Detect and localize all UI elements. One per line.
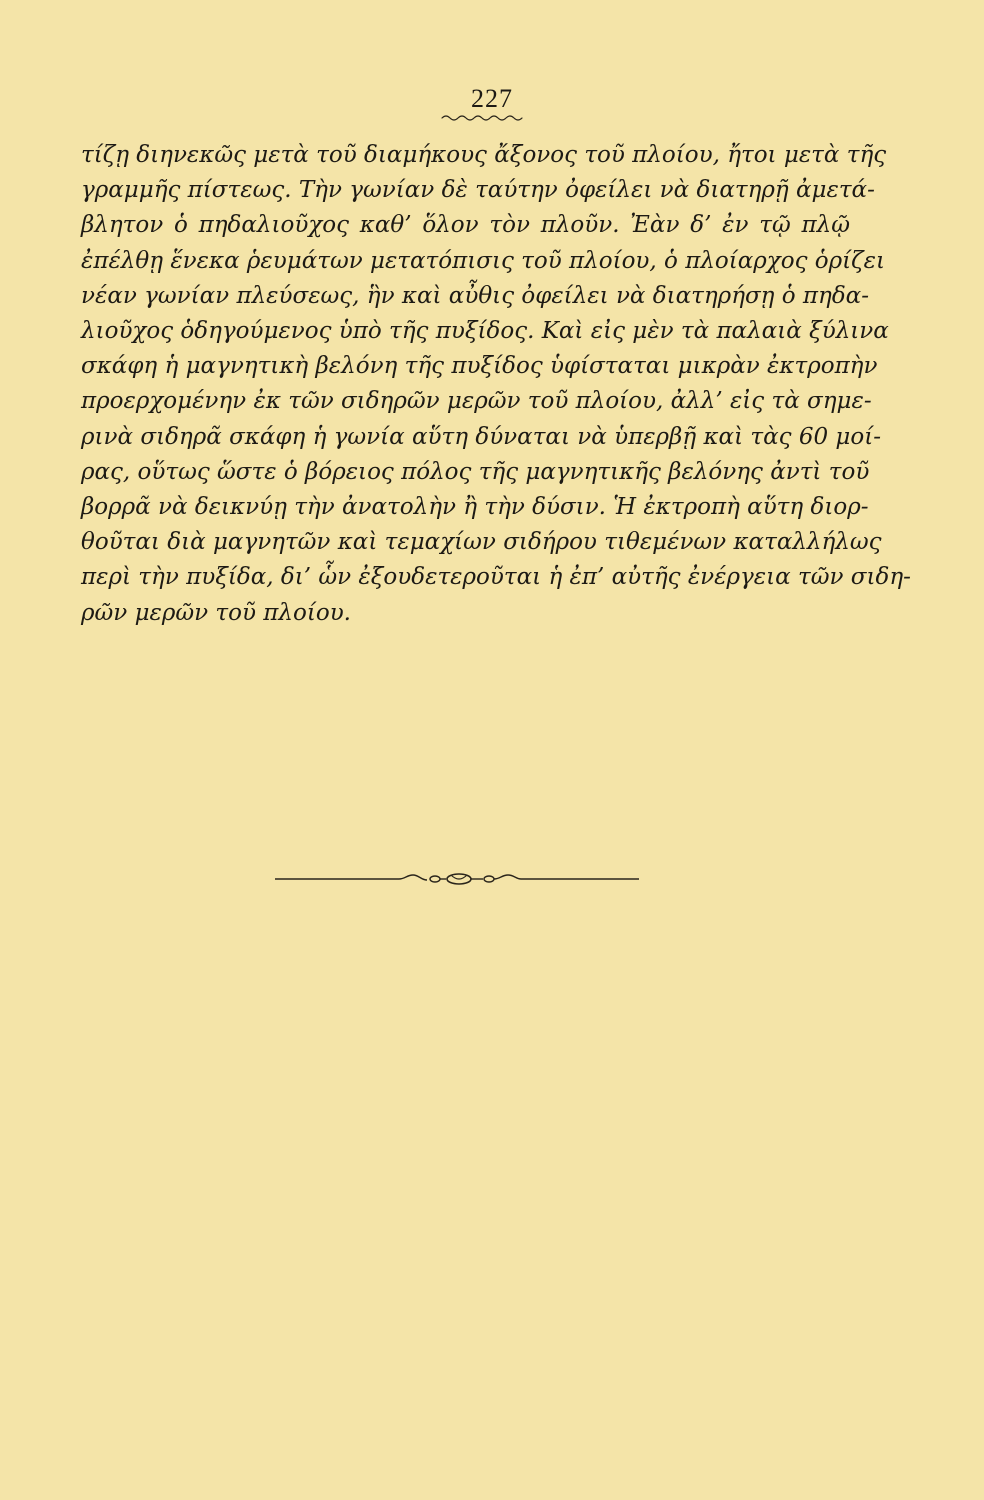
text-line: λιοῦχος ὁδηγούμενος ὑπὸ τῆς πυξίδος. Καὶ εἰς μὲν τὰ παλαιὰ ξύλινα [81,318,889,345]
text-line: βλητον ὁ πηδαλιοῦχος καθ’ ὅλον τὸν πλοῦν. Ἐὰν δ’ ἐν τῷ πλῷ [81,212,850,239]
text-line: προερχομένην ἐκ τῶν σιδηρῶν μερῶν τοῦ πλοίου, ἀλλ’ εἰς τὰ σημε- [81,388,872,415]
text-line: ρινὰ σιδηρᾶ σκάφη ἡ γωνία αὕτη δύναται νὰ ὑπερβῇ καὶ τὰς 60 μοί- [81,423,882,450]
wavy-rule-ornament [440,113,524,123]
text-line: ἐπέλθῃ ἕνεκα ῥευμάτων μετατόπισις τοῦ πλοίου, ὁ πλοίαρχος ὁρίζει [81,247,886,274]
text-line: ρας, οὕτως ὥστε ὁ βόρειος πόλος τῆς μαγνητικῆς βελόνης ἀντὶ τοῦ [81,458,870,485]
text-line: ρῶν μερῶν τοῦ πλοίου. [81,599,351,626]
page-number: 227 [471,84,513,113]
text-line: τίζῃ διηνεκῶς μετὰ τοῦ διαμήκους ἄξονος τοῦ πλοίου, ἤτοι μετὰ τῆς [81,142,887,168]
text-line: βορρᾶ νὰ δεικνύῃ τὴν ἀνατολὴν ἢ τὴν δύσιν. Ἡ ἐκτροπὴ αὕτη διορ- [81,494,869,521]
body-text [81,138,911,631]
decorative-divider [275,866,639,892]
text-line: θοῦται διὰ μαγνητῶν καὶ τεμαχίων σιδήρου τιθεμένων καταλλήλως [81,529,882,556]
text-line: γραμμῆς πίστεως. Τὴν γωνίαν δὲ ταύτην ὀφείλει νὰ διατηρῇ ἀμετά- [81,177,875,204]
text-line: περὶ τὴν πυξίδα, δι’ ὧν ἐξουδετεροῦται ἡ ἐπ’ αὐτῆς ἐνέργεια τῶν σιδη- [81,564,911,591]
text-line: νέαν γωνίαν πλεύσεως, ἣν καὶ αὖθις ὀφείλει νὰ διατηρήσῃ ὁ πηδα- [81,282,869,309]
text-line: σκάφη ἡ μαγνητικὴ βελόνη τῆς πυξίδος ὑφίσταται μικρὰν ἐκτροπὴν [81,353,878,380]
